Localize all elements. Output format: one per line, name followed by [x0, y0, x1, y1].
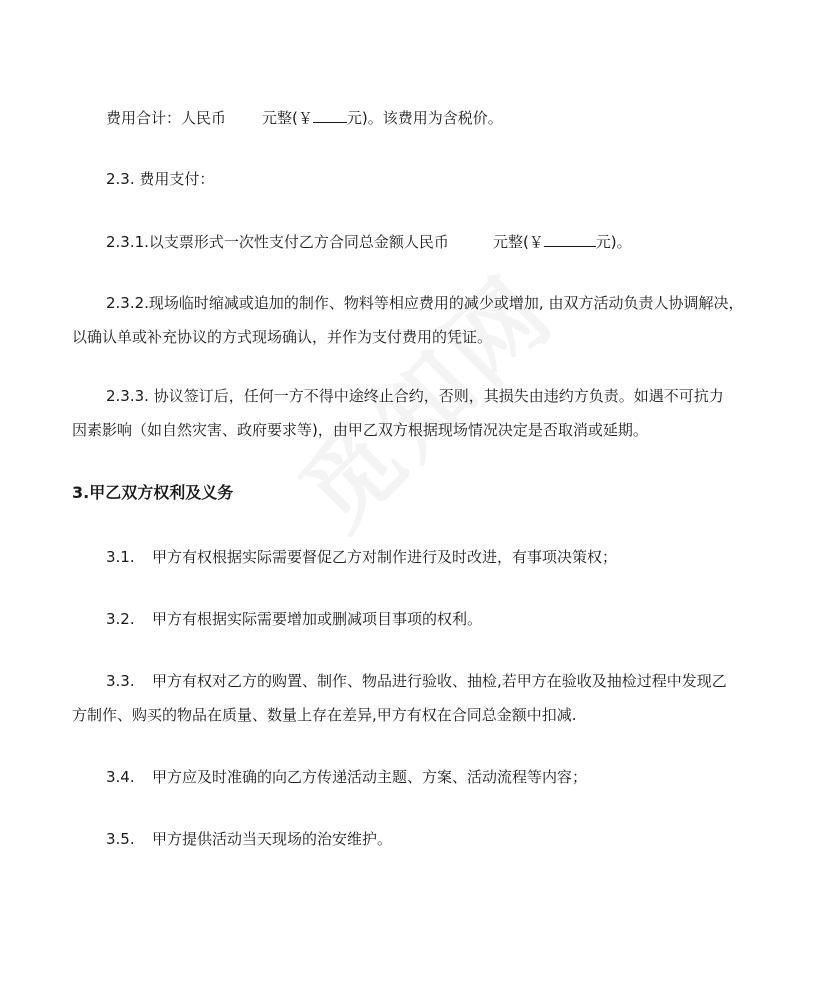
list-item [106, 546, 796, 568]
list-item [106, 766, 796, 788]
item-number: 3.1. [106, 548, 135, 566]
item-text: 甲方提供活动当天现场的治安维护。 [152, 830, 393, 848]
cost-total-suffix: 元)。该费用为含税价。 [346, 109, 503, 127]
item-text: 甲方应及时准确的向乙方传递活动主题、方案、活动流程等内容； [152, 768, 588, 786]
cost-total-mid: 元整(￥ [262, 109, 313, 127]
item-number: 3.5. [106, 830, 135, 848]
list-item-continuation: 方制作、购买的物品在质量、数量上存在差异,甲方有权在合同总金额中扣减. [72, 706, 577, 724]
section-3-heading: 3.甲乙双方权利及义务 [72, 483, 234, 502]
item-number: 3.3. [106, 672, 135, 690]
cost-total-prefix: 费用合计：人民币 [106, 109, 227, 127]
section-2-3-1-prefix: 2.3.1.以支票形式一次性支付乙方合同总金额人民币 [106, 233, 449, 251]
cost-total-line [106, 106, 796, 129]
item-text: 甲方有权对乙方的购置、制作、物品进行验收、抽检,若甲方在验收及抽检过程中发现乙 [152, 672, 727, 690]
amount-blank [313, 106, 347, 123]
list-item [106, 670, 796, 692]
item-number: 3.4. [106, 768, 135, 786]
section-2-3-3 [72, 385, 762, 441]
item-number: 3.2. [106, 610, 135, 628]
list-item [106, 828, 796, 850]
item-text: 甲方有权根据实际需要督促乙方对制作进行及时改进，有事项决策权； [152, 548, 618, 566]
amount-blank [544, 230, 596, 247]
section-2-3-3-line1: 2.3.3. 协议签订后，任何一方不得中途终止合约，否则，其损失由违约方负责。如遇不可抗力 [106, 387, 724, 405]
section-2-3-1 [106, 230, 796, 253]
section-2-3-1-mid: 元整(￥ [492, 233, 544, 251]
section-2-3-2-line1: 2.3.2.现场临时缩减或追加的制作、物料等相应费用的减少或增加, 由双方活动负责人协调解决， [106, 294, 744, 312]
section-2-3-2-line2: 以确认单或补充协议的方式现场确认，并作为支付费用的凭证。 [72, 328, 493, 346]
item-text: 甲方有根据实际需要增加或删减项目事项的权利。 [152, 610, 483, 628]
section-2-3-3-line2: 因素影响（如自然灾害、政府要求等)，由甲乙双方根据现场情况决定是否取消或延期。 [72, 421, 648, 439]
section-2-3-2 [72, 292, 762, 348]
section-2-3-1-suffix: 元)。 [595, 233, 632, 251]
section-2-3-title: 2.3. 费用支付： [106, 170, 215, 188]
list-item [106, 608, 796, 630]
